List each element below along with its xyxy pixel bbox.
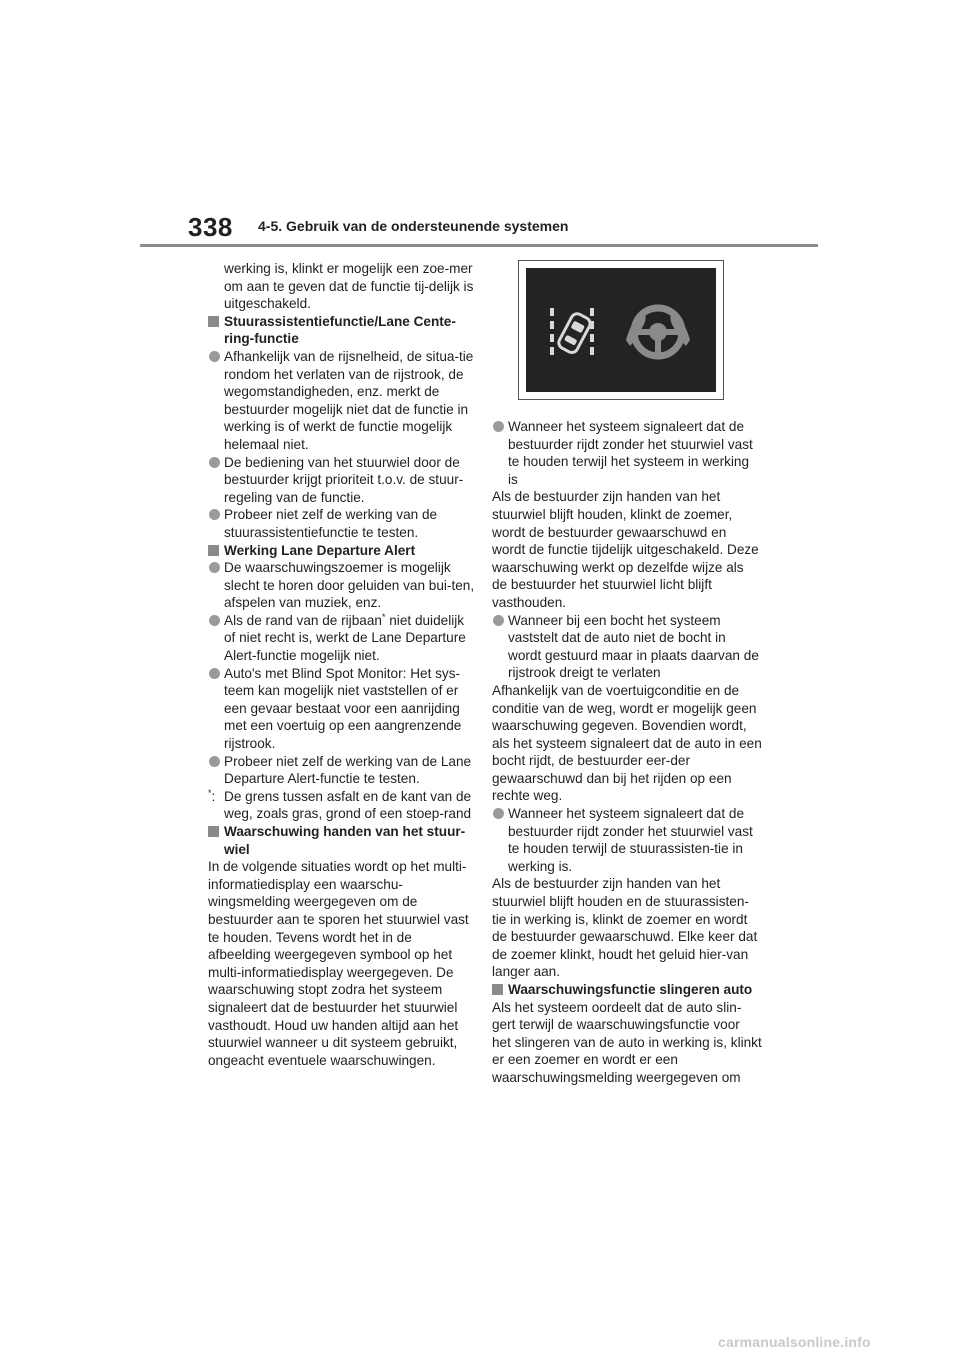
paragraph: In de volgende situaties wordt op het multi-informatiedisplay een waarschu-wingsmelding weergegeven om de bestuurder aan te sporen het stuurwiel vast te houden. Tevens wordt het in de afbeelding weergegeven symbool op het multi-informatiedisplay weergegeven. De waarschuwing stopt zodra het systeem signaleert dat de bestuurder het stuurwiel vasthoudt. Houd uw handen altijd aan het stuurwiel wanneer u dit systeem gebruikt, ongeacht eventuele waarschuwingen. — [208, 859, 469, 1068]
heading-sway-warning: Waarschuwingsfunctie slingeren auto — [492, 981, 762, 999]
bullet-item: De waarschuwingszoemer is mogelijk slecht te horen door geluiden van bui-ten, afspelen van muziek, enz. — [208, 559, 478, 612]
header-rule — [140, 244, 818, 247]
page-number: 338 — [188, 212, 233, 242]
heading-steering-assist: Stuurassistentiefunctie/Lane Cente-ring-functie — [208, 313, 478, 348]
heading-square-icon — [208, 826, 219, 837]
bullet-dot-icon — [209, 509, 220, 520]
multi-information-display — [526, 268, 716, 392]
paragraph: Als de bestuurder zijn handen van het stuurwiel blijft houden, klinkt de zoemer, wordt de bestuurder gewaarschuwd en wordt de functie tijdelijk uitgeschakeld. Deze waarschuwing werkt op dezelfde wijze als de bestuurder het stuurwiel licht blijft vasthouden. — [492, 489, 759, 610]
heading-lane-departure: Werking Lane Departure Alert — [208, 542, 478, 560]
bullet-dot-icon — [493, 421, 504, 432]
heading-square-icon — [208, 545, 219, 556]
bullet-item: Probeer niet zelf de werking van de stuurassistentiefunctie te testen. — [208, 506, 478, 541]
paragraph: Als de bestuurder zijn handen van het stuurwiel blijft houden en de stuurassisten-tie in werking is, klinkt de zoemer en wordt de bestuurder gewaarschuwd. Elke keer dat de zoemer klinkt, houdt het geluid hier-van langer aan. — [492, 876, 758, 980]
paragraph: Als het systeem oordeelt dat de auto slin-gert terwijl de waarschuwingsfunctie voor het slingeren van de auto in werking is, klinkt er een zoemer en wordt er een waarschuwingsmelding weergegeven om — [492, 999, 762, 1085]
bullet-dot-icon — [209, 351, 220, 362]
lane-departure-icon — [550, 308, 594, 355]
heading-hands-off-warning: Waarschuwing handen van het stuur-wiel — [208, 823, 478, 858]
bullet-dot-icon — [209, 457, 220, 468]
display-illustration — [518, 260, 724, 400]
bullet-dot-icon — [209, 615, 220, 626]
bullet-dot-icon — [493, 615, 504, 626]
section-title: 4-5. Gebruik van de ondersteunende systemen — [258, 218, 569, 234]
footnote-mark: *: — [208, 787, 216, 804]
bullet-dot-icon — [209, 562, 220, 573]
bullet-item: Auto's met Blind Spot Monitor: Het sys-teem kan mogelijk niet vaststellen of er een gevaar bestaat voor een aanrijding met een voertuig op een aangrenzende rijstrook. — [208, 665, 478, 753]
bullet-item: Wanneer het systeem signaleert dat de bestuurder rijdt zonder het stuurwiel vast te houden terwijl het systeem in werking is — [492, 418, 762, 488]
hands-on-wheel-icon — [626, 308, 690, 356]
watermark-logo: carmanualsonline.info — [718, 1334, 871, 1350]
bullet-dot-icon — [209, 756, 220, 767]
paragraph: Afhankelijk van de voertuigconditie en de conditie van de weg, wordt er mogelijk geen waarschuwing gegeven. Bovendien wordt, als het systeem signaleert dat de auto in een bocht rijdt, de bestuurder eer-der gewaarschuwd dan bij het rijden op een rechte weg. — [492, 682, 762, 804]
heading-square-icon — [208, 316, 219, 327]
left-column — [208, 260, 478, 1069]
bullet-item: De bediening van het stuurwiel door de bestuurder krijgt prioriteit t.o.v. de stuur-regeling van de functie. — [208, 454, 478, 507]
bullet-dot-icon — [209, 668, 220, 679]
bullet-item: Als de rand van de rijbaan* niet duidelijk of niet recht is, werkt de Lane Departure Alert-functie mogelijk niet. — [208, 612, 478, 665]
footnote: *: De grens tussen asfalt en de kant van de weg, zoals gras, grond of een stoep-rand — [208, 787, 472, 822]
bullet-dot-icon — [493, 808, 504, 819]
right-column — [492, 418, 762, 1087]
bullet-item: Wanneer het systeem signaleert dat de bestuurder rijdt zonder het stuurwiel vast te houden terwijl de stuurassisten-tie in werking is. — [492, 805, 762, 875]
footnote-marker: * — [381, 611, 386, 622]
bullet-item: Afhankelijk van de rijsnelheid, de situa-tie rondom het verlaten van de rijstrook, de wegomstandigheden, enz. merkt de bestuurder mogelijk niet dat de functie in werking is of werkt de functie mogelijk helemaal niet. — [208, 348, 478, 454]
continued-text: werking is, klinkt er mogelijk een zoe-mer om aan te geven dat de functie tij-delijk is uitgeschakeld. — [224, 261, 474, 312]
bullet-item: Probeer niet zelf de werking van de Lane Departure Alert-functie te testen. — [208, 753, 478, 788]
heading-square-icon — [492, 984, 503, 995]
bullet-item: Wanneer bij een bocht het systeem vaststelt dat de auto niet de bocht in wordt gestuurd maar in plaats daarvan de rijstrook dreigt te verlaten — [492, 612, 762, 682]
